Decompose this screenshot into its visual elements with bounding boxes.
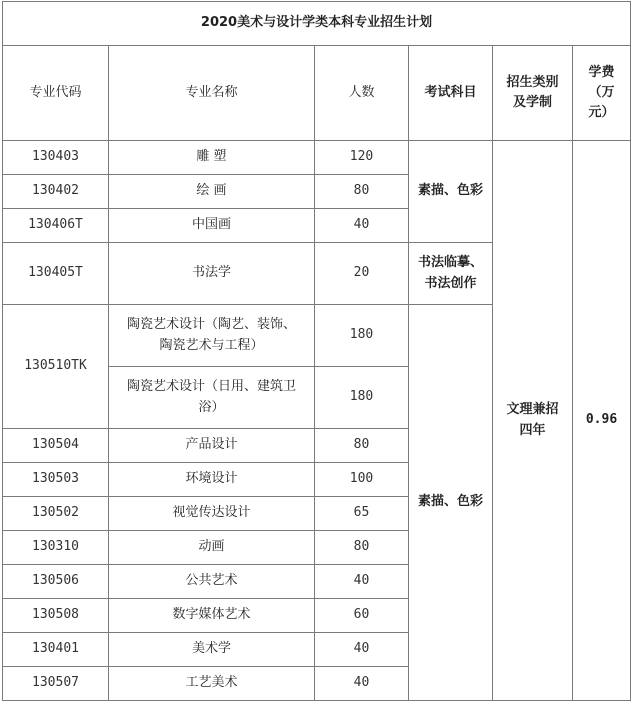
major-name-line1: 陶瓷艺术设计（日用、建筑卫 — [126, 379, 296, 395]
table-title: 2020美术与设计学类本科专业招生计划 — [3, 2, 631, 46]
major-code: 130310 — [3, 531, 109, 565]
title-row — [3, 2, 631, 46]
major-name-line1: 陶瓷艺术设计（陶艺、装饰、 — [126, 317, 296, 333]
enrollment-count: 40 — [315, 565, 409, 599]
major-name: 产品设计 — [109, 429, 315, 463]
major-code: 130507 — [3, 667, 109, 701]
header-category-line2: 及学制 — [512, 95, 552, 110]
enrollment-plan-table — [2, 1, 631, 701]
category-line1: 文理兼招 — [506, 402, 559, 418]
table-row — [3, 141, 631, 175]
header-name: 专业名称 — [109, 46, 315, 141]
major-name: 美术学 — [109, 633, 315, 667]
category-cell — [493, 141, 573, 701]
subjects-group-2 — [409, 243, 493, 305]
major-code: 130506 — [3, 565, 109, 599]
major-code: 130510TK — [3, 305, 109, 429]
enrollment-count: 60 — [315, 599, 409, 633]
subjects-group-2-line1: 书法临摹、 — [417, 255, 483, 271]
major-code: 130508 — [3, 599, 109, 633]
enrollment-count: 65 — [315, 497, 409, 531]
major-name: 环境设计 — [109, 463, 315, 497]
major-name — [109, 305, 315, 367]
header-fee-line3: 元） — [588, 105, 615, 121]
enrollment-count: 20 — [315, 243, 409, 305]
major-code: 130504 — [3, 429, 109, 463]
major-code: 130403 — [3, 141, 109, 175]
subjects-group-1: 素描、色彩 — [409, 141, 493, 243]
enrollment-count: 100 — [315, 463, 409, 497]
major-name: 视觉传达设计 — [109, 497, 315, 531]
major-name: 动画 — [109, 531, 315, 565]
major-name: 书法学 — [109, 243, 315, 305]
major-name: 绘 画 — [109, 175, 315, 209]
header-fee — [573, 46, 631, 141]
enrollment-count: 180 — [315, 367, 409, 429]
major-name — [109, 367, 315, 429]
major-name: 雕 塑 — [109, 141, 315, 175]
header-code: 专业代码 — [3, 46, 109, 141]
header-row — [3, 46, 631, 141]
enrollment-count: 120 — [315, 141, 409, 175]
subjects-group-2-line2: 书法创作 — [424, 275, 477, 291]
major-code: 130502 — [3, 497, 109, 531]
enrollment-count: 80 — [315, 531, 409, 565]
major-code: 130405T — [3, 243, 109, 305]
major-code: 130503 — [3, 463, 109, 497]
major-name: 中国画 — [109, 209, 315, 243]
header-fee-line2: （万 — [588, 84, 615, 100]
category-line2: 四年 — [519, 422, 546, 438]
enrollment-count: 40 — [315, 667, 409, 701]
major-name: 工艺美术 — [109, 667, 315, 701]
subjects-group-3: 素描、色彩 — [409, 305, 493, 701]
major-name: 公共艺术 — [109, 565, 315, 599]
enrollment-count: 40 — [315, 209, 409, 243]
major-code: 130406T — [3, 209, 109, 243]
header-subjects: 考试科目 — [409, 46, 493, 141]
major-name-line2: 浴） — [198, 399, 225, 415]
major-name: 数字媒体艺术 — [109, 599, 315, 633]
enrollment-count: 80 — [315, 175, 409, 209]
major-name-line2: 陶瓷艺术与工程） — [159, 337, 264, 353]
enrollment-plan-document — [0, 1, 632, 713]
header-category-line1: 招生类别 — [506, 74, 559, 90]
header-category — [493, 46, 573, 141]
major-code: 130402 — [3, 175, 109, 209]
major-code: 130401 — [3, 633, 109, 667]
enrollment-count: 80 — [315, 429, 409, 463]
enrollment-count: 180 — [315, 305, 409, 367]
fee-cell: 0.96 — [573, 141, 631, 701]
header-fee-line1: 学费 — [588, 64, 615, 80]
header-count: 人数 — [315, 46, 409, 141]
enrollment-count: 40 — [315, 633, 409, 667]
